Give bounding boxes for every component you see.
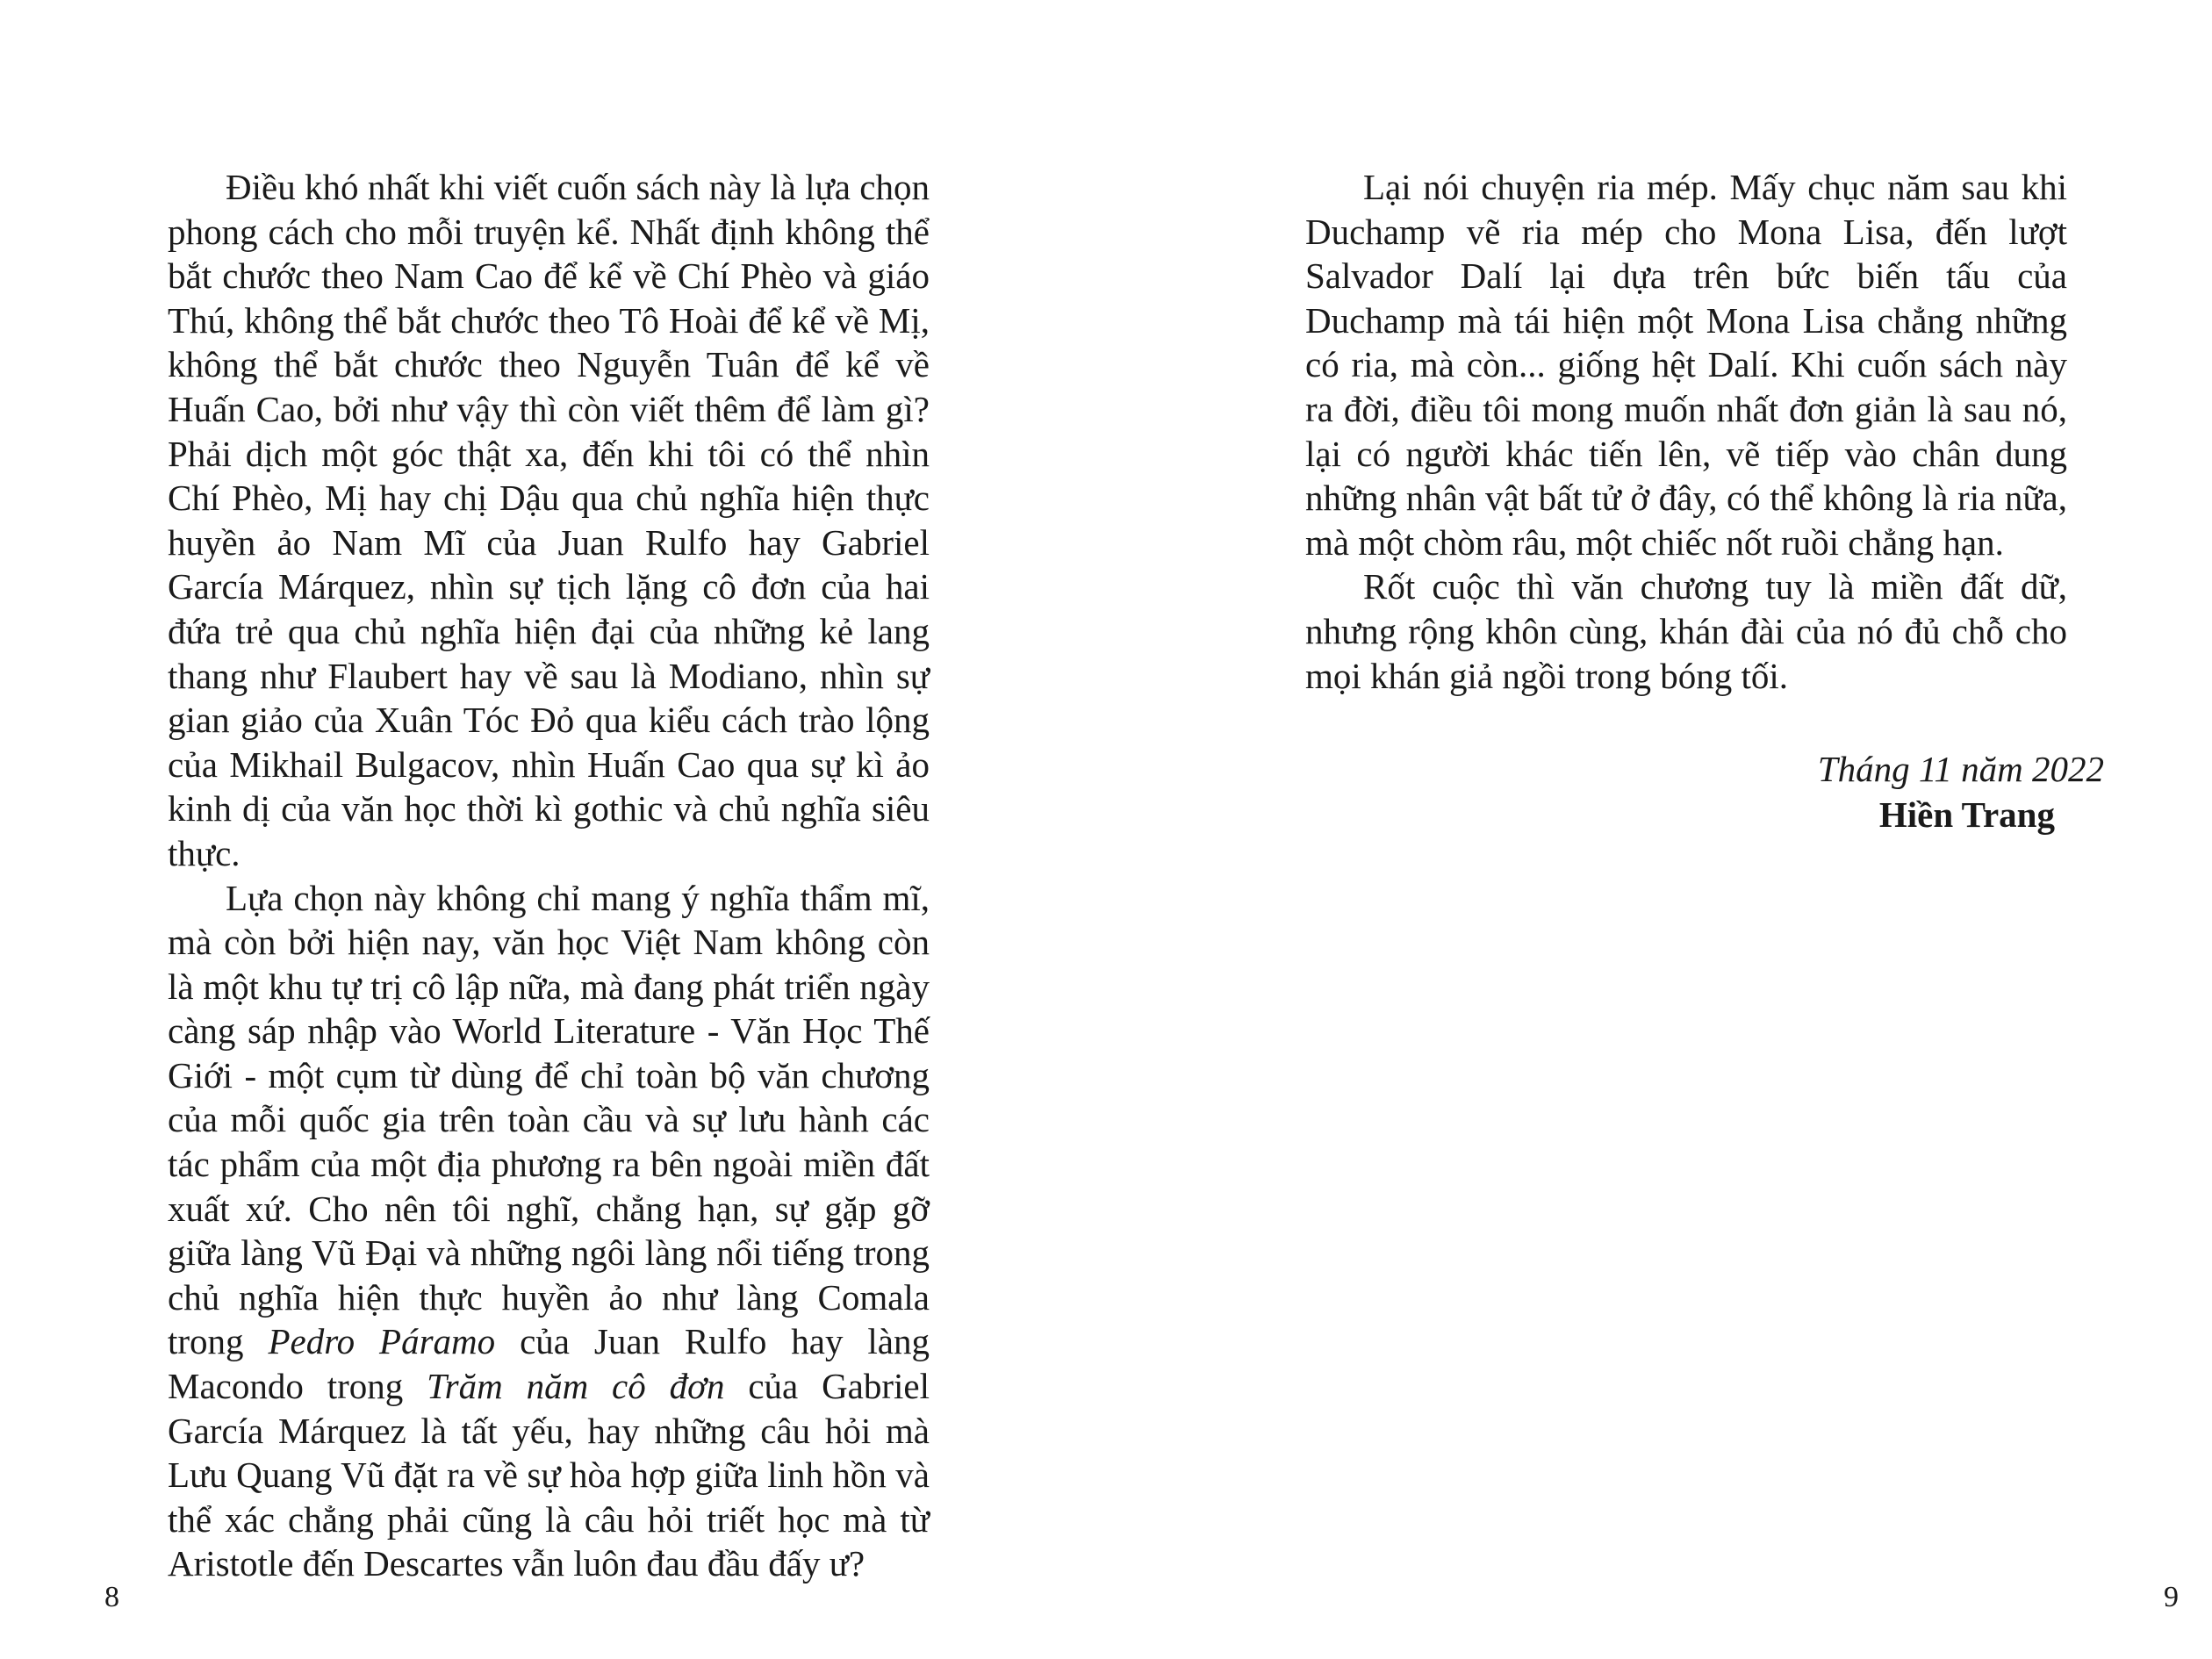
left-page-body: [168, 165, 930, 1586]
paragraph: [168, 876, 930, 1587]
paragraph: [1305, 165, 2067, 564]
italic-title-text: Trăm năm cô đơn: [427, 1366, 725, 1407]
paragraph-text: Lựa chọn này không chỉ mang ý nghĩa thẩm mĩ, mà còn bởi hiện nay, văn học Việt Nam không còn là một khu tự trị cô lập nữa, mà đang phát triển ngày càng sáp nhập vào World Literature - Văn Học Thế Giới - một cụm từ dùng để chỉ toàn bộ văn chương của mỗi quốc gia trên toàn cầu và sự lưu hành các tác phẩm của một địa phương ra bên ngoài miền đất xuất xứ. Cho nên tôi nghĩ, chẳng hạn, sự gặp gỡ giữa làng Vũ Đại và những ngôi làng nổi tiếng trong chủ nghĩa hiện thực huyền ảo như làng Comala trong: [168, 877, 930, 1362]
paragraph: [1305, 564, 2067, 698]
signature-block: [1490, 746, 2104, 837]
paragraph-text: Rốt cuộc thì văn chương tuy là miền đất dữ, nhưng rộng khôn cùng, khán đài của nó đủ chỗ cho mọi khán giả ngồi trong bóng tối.: [1305, 566, 2067, 696]
paragraph-text: Điều khó nhất khi viết cuốn sách này là lựa chọn phong cách cho mỗi truyện kể. Nhất định không thể bắt chước theo Nam Cao để kể về Chí Phèo và giáo Thú, không thể bắt chước theo Tô Hoài để kể về Mị, không thể bắt chước theo Nguyễn Tuân để kể về Huấn Cao, bởi như vậy thì còn viết thêm để làm gì? Phải dịch một góc thật xa, đến khi tôi có thể nhìn Chí Phèo, Mị hay chị Dậu qua chủ nghĩa hiện thực huyền ảo Nam Mĩ của Juan Rulfo hay Gabriel García Márquez, nhìn sự tịch lặng cô đơn của hai đứa trẻ qua chủ nghĩa hiện đại của những kẻ lang thang như Flaubert hay về sau là Modiano, nhìn sự gian giảo của Xuân Tóc Đỏ qua kiểu cách trào lộng của Mikhail Bulgacov, nhìn Huấn Cao qua sự kì ảo kinh dị của văn học thời kì gothic và chủ nghĩa siêu thực.: [168, 167, 930, 873]
paragraph-text: Lại nói chuyện ria mép. Mấy chục năm sau khi Duchamp vẽ ria mép cho Mona Lisa, đến lượt Salvador Dalí lại dựa trên bức biến tấu của Duchamp mà tái hiện một Mona Lisa chẳng những có ria, mà còn... giống hệt Dalí. Khi cuốn sách này ra đời, điều tôi mong muốn nhất đơn giản là sau nó, lại có người khác tiến lên, vẽ tiếp vào chân dung những nhân vật bất tử ở đây, có thể không là ria nữa, mà một chòm râu, một chiếc nốt ruồi chẳng hạn.: [1305, 167, 2067, 563]
paragraph-text: của Gabriel García Márquez là tất yếu, hay những câu hỏi mà Lưu Quang Vũ đặt ra về sự hòa hợp giữa linh hồn và thể xác chẳng phải cũng là câu hỏi triết học mà từ Aristotle đến Descartes vẫn luôn đau đầu đấy ư?: [168, 1366, 930, 1584]
right-page-body: [1305, 165, 2067, 698]
paragraph: [168, 165, 930, 876]
page-number-right: 9: [2164, 1581, 2179, 1613]
right-page: [1106, 0, 2212, 1659]
page-number-left: 8: [104, 1581, 119, 1613]
signature-date: Tháng 11 năm 2022: [1817, 749, 2104, 789]
signature-author: Hiền Trang: [1878, 794, 2055, 835]
paragraph-text: của Juan Rulfo hay làng Macondo trong: [168, 1321, 930, 1407]
italic-title-text: Pedro Páramo: [268, 1321, 496, 1362]
